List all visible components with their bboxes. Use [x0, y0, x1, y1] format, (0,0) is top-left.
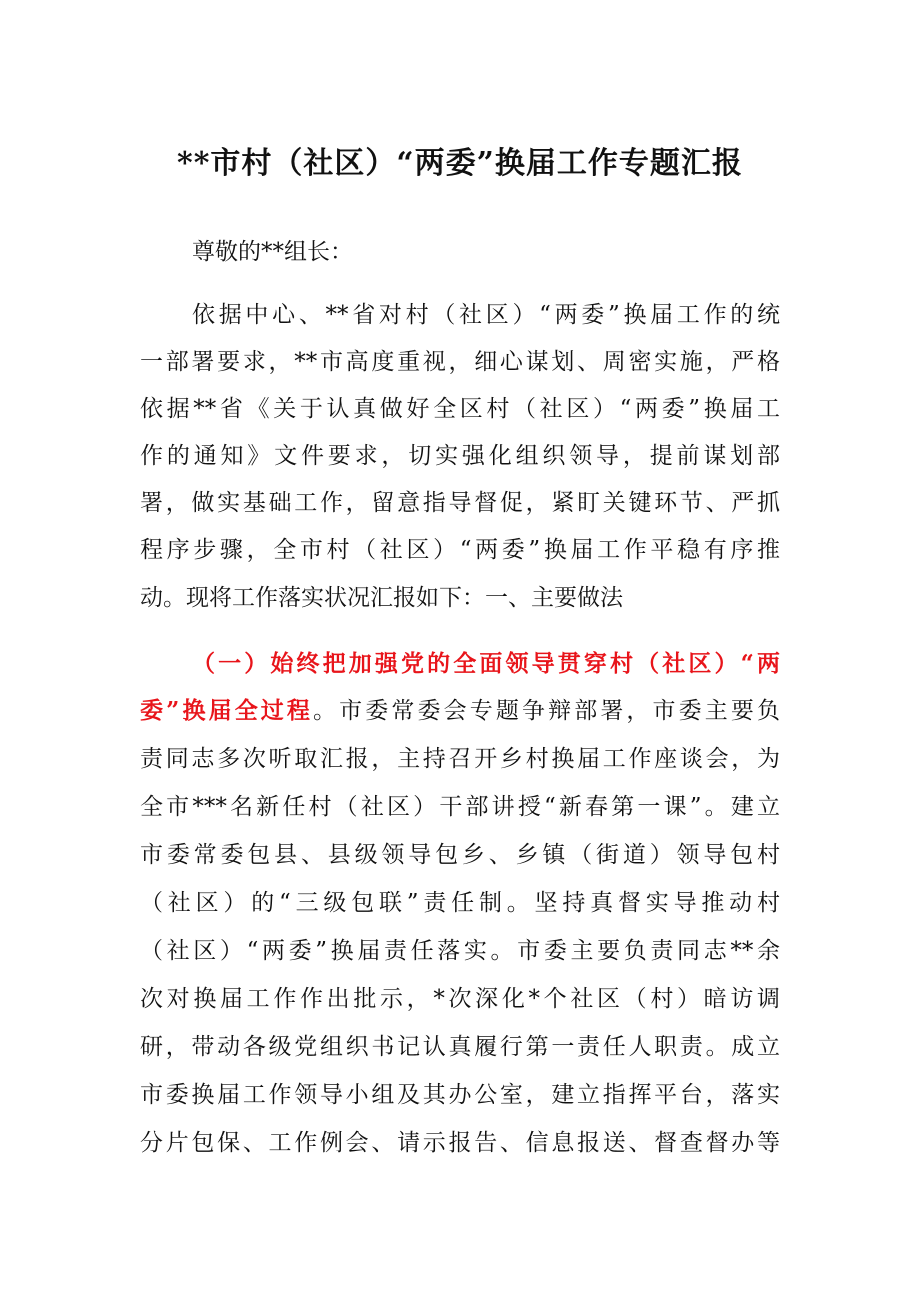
paragraph-line: 市委常委包县、县级领导包乡、乡镇（街道）领导包村 [140, 842, 780, 868]
paragraph-line: 市委换届工作领导小组及其办公室，建立指挥平台，落实 [140, 1082, 780, 1108]
section-heading-line2 [140, 696, 780, 726]
paragraph-line: 研，带动各级党组织书记认真履行第一责任人职责。成立 [140, 1034, 780, 1060]
paragraph-line: （社区）的“三级包联”责任制。坚持真督实导推动村 [140, 890, 780, 916]
paragraph-line: 分片包保、工作例会、请示报告、信息报送、督查督办等 [140, 1130, 780, 1156]
document-title: **市村（社区）“两委”换届工作专题汇报 [177, 146, 743, 181]
paragraph-line: 动。现将工作落实状况汇报如下：一、主要做法 [140, 585, 623, 611]
paragraph-line: 作的通知》文件要求，切实强化组织领导，提前谋划部 [140, 443, 780, 469]
paragraph-line: 依据**省《关于认真做好全区村（社区）“两委”换届工 [140, 396, 780, 422]
paragraph-line: 依据中心、**省对村（社区）“两委”换届工作的统 [192, 302, 780, 328]
paragraph-line: 责同志多次听取汇报，主持召开乡村换届工作座谈会，为 [140, 746, 780, 772]
paragraph-line: 程序步骤，全市村（社区）“两委”换届工作平稳有序推 [140, 537, 780, 563]
paragraph-line: 一部署要求，**市高度重视，细心谋划、周密实施，严格 [140, 349, 780, 375]
paragraph-line: 署，做实基础工作，留意指导督促，紧盯关键环节、严抓 [140, 490, 780, 516]
paragraph-line: （社区）“两委”换届责任落实。市委主要负责同志**余 [140, 938, 780, 964]
section-body-start: 。市委常委会专题争辩部署，市委主要负 [313, 698, 781, 724]
section-heading: （一）始终把加强党的全面领导贯穿村（社区）“两 [192, 650, 780, 677]
paragraph-line: 次对换届工作作出批示，*次深化*个社区（村）暗访调 [140, 986, 780, 1012]
paragraph-line: 全市***名新任村（社区）干部讲授“新春第一课”。建立 [140, 794, 780, 820]
salutation: 尊敬的**组长： [192, 239, 353, 265]
section-heading-end: 委”换届全过程 [140, 697, 314, 724]
